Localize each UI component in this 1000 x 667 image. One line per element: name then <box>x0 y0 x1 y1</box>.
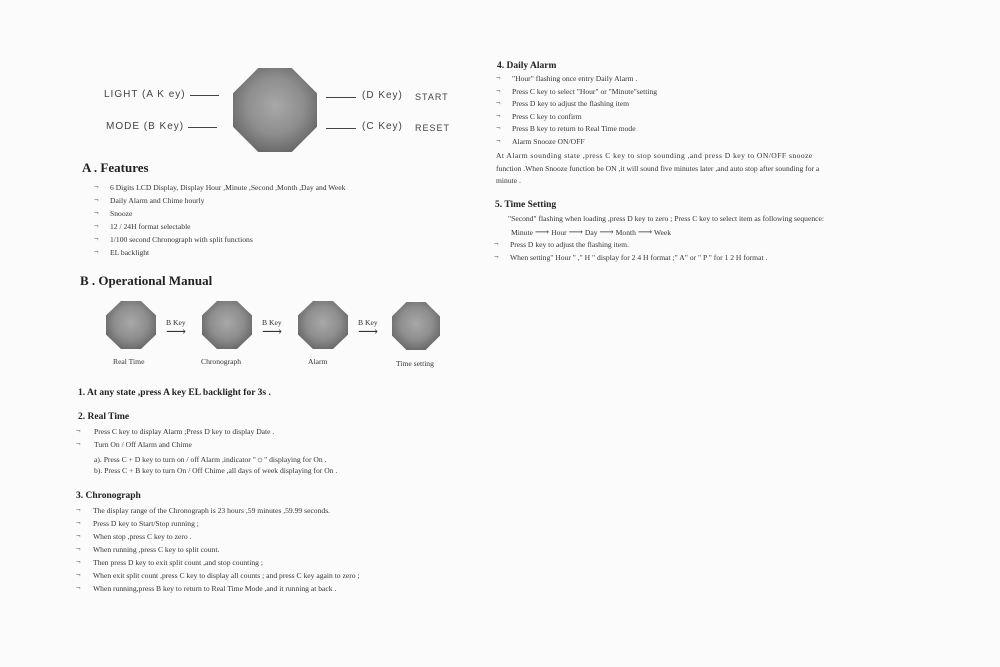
bullet: ¬ <box>76 531 81 540</box>
bullet: ¬ <box>76 505 81 514</box>
arrow-right-icon: ⟶ <box>568 227 583 238</box>
bullet: ¬ <box>494 239 499 248</box>
bullet: ¬ <box>496 86 501 95</box>
alarm-item: Press D key to adjust the flashing item <box>512 99 630 108</box>
real-time-sub-b: b). Press C + B key to turn On / Off Chime ,all days of week displaying for On . <box>94 466 338 475</box>
arrow-right-icon: ⟶ <box>637 227 653 238</box>
watch-diagram <box>233 68 317 152</box>
arrow-right-icon: ⟶ <box>262 325 283 340</box>
light-key-label: LIGHT (A K ey) <box>104 89 186 100</box>
bullet: ¬ <box>76 544 81 553</box>
section-4-title: 4. Daily Alarm <box>497 61 557 71</box>
time-setting-item: Press D key to adjust the flashing item. <box>510 240 629 249</box>
bullet: ¬ <box>76 583 81 592</box>
bullet: ¬ <box>76 557 81 566</box>
seq-day: Day <box>584 228 598 237</box>
time-setting-item: When setting" Hour " ," H " display for 2 4 H format ;" A" or " P " for 1 2 H format . <box>510 253 768 262</box>
bell-indicator-icon: ☼ <box>255 454 265 464</box>
mode-key-line <box>188 127 217 128</box>
c-key-label: (C Key) <box>362 121 403 132</box>
real-time-item: Turn On / Off Alarm and Chime <box>94 440 192 449</box>
chrono-item: When exit split count ,press C key to display all counts ; and press C key again to zero ; <box>93 571 360 580</box>
bullet: ¬ <box>94 182 99 191</box>
time-setting-sequence <box>511 227 671 238</box>
chrono-item: When running,press B key to return to Real Time Mode ,and it running at back . <box>93 584 337 593</box>
chrono-item: When stop ,press C key to zero . <box>93 532 192 541</box>
alarm-item: Alarm Snooze ON/OFF <box>512 137 585 146</box>
seq-month: Month <box>615 228 636 237</box>
time-setting-line: "Second" flashing when loading ,press D key to zero ; Press C key to select item as following sequence: <box>508 214 824 223</box>
bullet: ¬ <box>76 426 81 435</box>
alarm-para-line: function .When Snooze function be ON ,it will sound five minutes later ,and auto stop after sounding for a <box>496 164 820 173</box>
feature-item: 6 Digits LCD Display, Display Hour ,Minute ,Second ,Month ,Day and Week <box>110 183 346 192</box>
section-3-title: 3. Chronograph <box>76 491 141 501</box>
bullet: ¬ <box>496 111 501 120</box>
bullet: ¬ <box>94 195 99 204</box>
mode-key-label: B Key <box>262 318 282 327</box>
feature-item: 12 / 24H format selectable <box>110 222 191 231</box>
mode-watch-timesetting <box>392 302 440 350</box>
mode-watch-chronograph <box>202 301 252 349</box>
bullet: ¬ <box>94 234 99 243</box>
bullet: ¬ <box>496 98 501 107</box>
d-key-label: (D Key) <box>362 90 403 101</box>
mode-label: Alarm <box>308 357 328 366</box>
mode-label: Time setting <box>396 359 434 368</box>
alarm-item: Press C key to select "Hour" or "Minute"setting <box>512 87 658 96</box>
chrono-item: Then press D key to exit split count ,and stop counting ; <box>93 558 263 567</box>
arrow-right-icon: ⟶ <box>599 227 614 238</box>
d-key-line <box>326 97 356 98</box>
bullet: ¬ <box>496 123 501 132</box>
alarm-item: "Hour" flashing once entry Daily Alarm . <box>512 74 638 83</box>
bullet: ¬ <box>76 570 81 579</box>
bullet: ¬ <box>76 439 81 448</box>
mode-label: Real Time <box>113 357 145 366</box>
alarm-item: Press C key to confirm <box>512 112 582 121</box>
feature-item: 1/100 second Chronograph with split functions <box>110 235 253 244</box>
bullet: ¬ <box>94 208 99 217</box>
mode-key-label: MODE (B Key) <box>106 121 185 132</box>
chrono-item: When running ,press C key to split count. <box>93 545 220 554</box>
bullet: ¬ <box>76 518 81 527</box>
seq-hour: Hour <box>551 228 567 237</box>
alarm-para-line: minute . <box>496 176 521 185</box>
arrow-right-icon: ⟶ <box>166 325 187 340</box>
section-1-text: 1. At any state ,press A key EL backlight for 3s . <box>78 388 271 398</box>
bullet: ¬ <box>94 247 99 256</box>
arrow-right-icon: ⟶ <box>358 325 379 340</box>
reset-label: RESET <box>415 123 451 133</box>
section-5-title: 5. Time Setting <box>495 200 557 210</box>
bullet: ¬ <box>94 221 99 230</box>
bullet: ¬ <box>496 136 501 145</box>
bullet: ¬ <box>494 252 499 261</box>
sub-a-post: " displaying for On . <box>264 455 327 464</box>
seq-week: Week <box>653 228 672 237</box>
arrow-right-icon: ⟶ <box>534 227 550 238</box>
mode-key-label: B Key <box>166 318 186 327</box>
seq-minute: Minute <box>511 228 533 237</box>
real-time-item: Press C key to display Alarm ;Press D key to display Date . <box>94 427 275 436</box>
feature-item: Snooze <box>110 209 133 218</box>
c-key-line <box>326 128 356 129</box>
feature-item: EL backlight <box>110 248 150 257</box>
chrono-item: The display range of the Chronograph is 23 hours ,59 minutes ,59.99 seconds. <box>93 506 331 515</box>
real-time-sub-a <box>94 454 326 464</box>
mode-label: Chronograph <box>201 357 242 366</box>
start-label: START <box>415 92 449 102</box>
alarm-item: Press B key to return to Real Time mode <box>512 124 636 133</box>
light-key-line <box>190 95 219 96</box>
mode-watch-alarm <box>298 301 348 349</box>
section-2-title: 2. Real Time <box>78 412 130 422</box>
mode-key-label: B Key <box>358 318 378 327</box>
alarm-para-line: At Alarm sounding state ,press C key to stop sounding ,and press D key to ON/OFF snooze <box>496 151 813 160</box>
mode-watch-realtime <box>106 301 156 349</box>
features-title: A . Features <box>82 160 149 175</box>
manual-title: B . Operational Manual <box>80 273 213 288</box>
sub-a-pre: a). Press C + D key to turn on / off Alarm ,indicator " <box>94 455 256 464</box>
bullet: ¬ <box>496 73 501 82</box>
chrono-item: Press D key to Start/Stop running ; <box>93 519 199 528</box>
feature-item: Daily Alarm and Chime hourly <box>110 196 205 205</box>
